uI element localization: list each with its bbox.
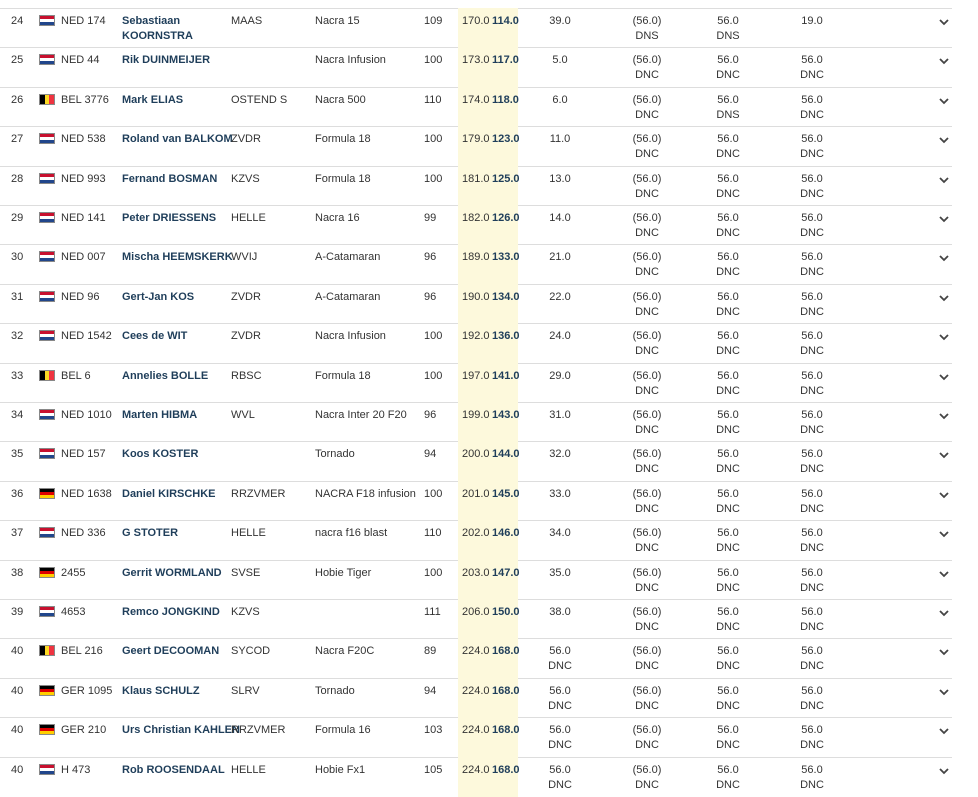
club: RBSC <box>231 369 262 382</box>
helm-name[interactable]: Daniel KIRSCHKE <box>122 487 216 500</box>
total-points: 182.0 <box>462 212 490 224</box>
chevron-down-icon[interactable] <box>938 214 950 224</box>
race-1-score: 29.0 <box>549 369 571 382</box>
race-2-score: (56.0) DNS <box>632 15 662 42</box>
chevron-down-icon[interactable] <box>938 175 950 185</box>
race-3-score: 56.0 DNC <box>716 212 740 239</box>
total-points: 202.0 <box>462 527 490 540</box>
helm-name[interactable]: Geert DECOOMAN <box>122 645 220 658</box>
race-3-score: 56.0 DNC <box>716 645 740 673</box>
boat-class: Formula 16 <box>315 724 371 737</box>
club: OSTEND S <box>231 93 288 106</box>
rank: 40 <box>11 645 24 658</box>
sail-number: NED 157 <box>61 448 106 461</box>
club: KZVS <box>231 172 260 185</box>
helm-name[interactable]: Koos KOSTER <box>122 448 199 461</box>
table-row[interactable] <box>0 166 952 206</box>
race-3-score: 56.0 DNC <box>716 566 740 594</box>
race-3-score: 56.0 DNC <box>716 172 740 200</box>
race-4-score: 56.0 DNC <box>800 645 824 673</box>
helm-name[interactable]: Sebastiaan KOORNSTRA <box>122 15 193 42</box>
rating: 100 <box>424 54 443 67</box>
club: ZVDR <box>231 290 261 303</box>
nett-points: 168.0 <box>492 645 520 658</box>
race-4-score: 56.0 DNC <box>800 133 824 161</box>
race-1-score: 38.0 <box>549 606 571 618</box>
rating: 110 <box>424 93 442 106</box>
race-4-score: 56.0 DNC <box>800 684 824 712</box>
total-points: 170.0 <box>462 15 490 27</box>
total-points: 224.0 <box>462 763 490 776</box>
rank: 32 <box>11 330 24 343</box>
country-flag-icon <box>39 606 55 617</box>
chevron-down-icon[interactable] <box>938 726 950 736</box>
boat-class: Nacra F20C <box>315 645 375 658</box>
race-2-score: (56.0) DNC <box>632 409 662 436</box>
race-1-score: 39.0 <box>549 15 571 27</box>
helm-name[interactable]: Annelies BOLLE <box>122 369 209 382</box>
table-row[interactable] <box>0 441 952 481</box>
sail-number: NED 174 <box>61 15 106 27</box>
boat-class: NACRA F18 infusion <box>315 487 416 500</box>
sail-number: NED 993 <box>61 172 106 185</box>
race-3-score: 56.0 DNC <box>716 290 740 318</box>
race-4-score: 56.0 DNC <box>800 93 824 121</box>
race-3-score: 56.0 DNC <box>716 763 740 791</box>
boat-class: Formula 18 <box>315 133 371 146</box>
chevron-down-icon[interactable] <box>938 569 950 579</box>
chevron-down-icon[interactable] <box>938 450 950 460</box>
club: RRZVMER <box>231 487 286 500</box>
race-2-score: (56.0) DNC <box>632 487 662 515</box>
rating: 96 <box>424 409 437 421</box>
rank: 37 <box>11 527 24 540</box>
club: SVSE <box>231 566 261 579</box>
helm-name[interactable]: Marten HIBMA <box>122 409 198 421</box>
sail-number: H 473 <box>61 763 91 776</box>
helm-name[interactable]: Rob ROOSENDAAL <box>122 763 225 776</box>
table-row[interactable] <box>0 244 952 284</box>
race-4-score: 56.0 DNC <box>800 369 824 397</box>
nett-points: 168.0 <box>492 763 520 776</box>
chevron-down-icon[interactable] <box>938 687 950 697</box>
sail-number: NED 1638 <box>61 487 112 500</box>
boat-class: A-Catamaran <box>315 290 381 303</box>
country-flag-icon <box>39 527 55 538</box>
boat-class: Hobie Tiger <box>315 566 372 579</box>
rating: 100 <box>424 566 443 579</box>
nett-points: 143.0 <box>492 409 520 421</box>
race-2-score: (56.0) DNC <box>632 606 662 633</box>
helm-name[interactable]: Cees de WIT <box>122 330 188 343</box>
race-3-score: 56.0 DNC <box>716 527 740 555</box>
nett-points: 136.0 <box>492 330 520 343</box>
country-flag-icon <box>39 448 55 459</box>
rank: 25 <box>11 54 24 67</box>
race-1-score: 5.0 <box>552 54 568 67</box>
country-flag-icon <box>39 291 55 302</box>
sail-number: NED 1542 <box>61 330 112 343</box>
chevron-down-icon[interactable] <box>938 135 950 145</box>
table-row[interactable] <box>0 599 952 639</box>
total-points: 174.0 <box>462 93 490 106</box>
table-row[interactable] <box>0 284 952 324</box>
race-3-score: 56.0 DNC <box>716 448 740 476</box>
race-2-score: (56.0) DNC <box>632 645 662 673</box>
race-2-score: (56.0) DNC <box>632 133 662 161</box>
race-1-score: 33.0 <box>549 487 571 500</box>
table-row[interactable] <box>0 757 952 797</box>
rating: 89 <box>424 645 437 658</box>
race-3-score: 56.0 DNC <box>716 369 740 397</box>
table-row[interactable] <box>0 363 952 403</box>
boat-class: Tornado <box>315 448 355 461</box>
total-points: 200.0 <box>462 448 490 461</box>
total-points: 206.0 <box>462 606 490 618</box>
rank: 38 <box>11 566 24 579</box>
rank: 36 <box>11 487 24 500</box>
table-row[interactable] <box>0 126 952 166</box>
race-1-score: 35.0 <box>549 566 571 579</box>
race-3-score: 56.0 DNC <box>716 330 740 358</box>
race-4-score: 56.0 DNC <box>800 251 824 279</box>
nett-points: 150.0 <box>492 606 520 618</box>
boat-class: Formula 18 <box>315 172 371 185</box>
chevron-down-icon[interactable] <box>938 372 950 382</box>
race-3-score: 56.0 DNC <box>716 251 740 279</box>
sail-number: BEL 216 <box>61 645 103 658</box>
table-row[interactable] <box>0 678 952 718</box>
sail-number: GER 210 <box>61 724 107 737</box>
total-points: 190.0 <box>462 290 490 303</box>
table-row[interactable] <box>0 638 952 678</box>
rating: 105 <box>424 763 443 776</box>
rank: 40 <box>11 684 24 697</box>
race-4-score: 56.0 DNC <box>800 763 824 791</box>
boat-class: Nacra 500 <box>315 93 366 106</box>
race-1-score: 21.0 <box>549 251 571 264</box>
table-row[interactable] <box>0 402 952 442</box>
club: SYCOD <box>231 645 271 658</box>
sail-number: NED 1010 <box>61 409 112 421</box>
boat-class: Nacra Inter 20 F20 <box>315 409 407 421</box>
rating: 100 <box>424 172 443 185</box>
chevron-down-icon[interactable] <box>938 332 950 342</box>
race-1-score: 22.0 <box>549 290 571 303</box>
race-1-score: 56.0 DNC <box>548 763 572 791</box>
race-3-score: 56.0 DNC <box>716 606 740 633</box>
club: ZVDR <box>231 133 261 146</box>
rank: 30 <box>11 251 24 264</box>
total-points: 224.0 <box>462 645 490 658</box>
chevron-down-icon[interactable] <box>938 529 950 539</box>
boat-class: Nacra 15 <box>315 15 360 27</box>
race-2-score: (56.0) DNC <box>632 330 662 358</box>
nett-points: 144.0 <box>492 448 520 461</box>
rating: 111 <box>424 606 441 618</box>
boat-class: Nacra Infusion <box>315 330 386 343</box>
total-points: 203.0 <box>462 566 490 579</box>
country-flag-icon <box>39 94 55 105</box>
race-3-score: 56.0 DNS <box>716 93 740 121</box>
helm-name[interactable]: Fernand BOSMAN <box>122 172 218 185</box>
race-3-score: 56.0 DNC <box>716 684 740 712</box>
race-1-score: 56.0 DNC <box>548 724 572 752</box>
nett-points: 134.0 <box>492 290 520 303</box>
boat-class: A-Catamaran <box>315 251 381 264</box>
total-points: 173.0 <box>462 54 490 67</box>
table-row[interactable] <box>0 520 952 560</box>
helm-name[interactable]: Mark ELIAS <box>122 93 184 106</box>
nett-points: 126.0 <box>492 212 520 224</box>
race-4-score: 56.0 DNC <box>800 409 824 436</box>
chevron-down-icon[interactable] <box>938 17 950 27</box>
table-row[interactable] <box>0 717 952 757</box>
boat-class: Formula 18 <box>315 369 371 382</box>
nett-points: 114.0 <box>492 15 519 27</box>
chevron-down-icon[interactable] <box>938 490 950 500</box>
race-4-score: 56.0 DNC <box>800 212 824 239</box>
race-3-score: 56.0 DNC <box>716 487 740 515</box>
helm-name[interactable]: Peter DRIESSENS <box>122 212 217 224</box>
table-row[interactable] <box>0 481 952 521</box>
sail-number: BEL 6 <box>61 369 91 382</box>
race-2-score: (56.0) DNC <box>632 684 662 712</box>
helm-name[interactable]: Urs Christian KAHLEN <box>122 724 240 737</box>
race-2-score: (56.0) DNC <box>632 54 662 82</box>
club: WVL <box>231 409 255 421</box>
nett-points: 141.0 <box>492 369 520 382</box>
total-points: 197.0 <box>462 369 490 382</box>
race-3-score: 56.0 DNC <box>716 724 740 752</box>
race-2-score: (56.0) DNC <box>632 448 662 476</box>
country-flag-icon <box>39 370 55 381</box>
country-flag-icon <box>39 330 55 341</box>
country-flag-icon <box>39 54 55 65</box>
rank: 27 <box>11 133 24 146</box>
country-flag-icon <box>39 15 55 26</box>
race-2-score: (56.0) DNC <box>632 369 662 397</box>
race-2-score: (56.0) DNC <box>632 724 662 752</box>
club: HELLE <box>231 527 266 540</box>
race-4-score: 56.0 DNC <box>800 527 824 555</box>
rank: 33 <box>11 369 24 382</box>
rank: 39 <box>11 606 24 618</box>
helm-name[interactable]: Gert-Jan KOS <box>122 290 195 303</box>
race-1-score: 13.0 <box>549 172 571 185</box>
sail-number: BEL 3776 <box>61 93 109 106</box>
boat-class: nacra f16 blast <box>315 527 388 540</box>
rating: 100 <box>424 487 443 500</box>
country-flag-icon <box>39 645 55 656</box>
helm-name[interactable]: Roland van BALKOM <box>122 133 233 146</box>
race-2-score: (56.0) DNC <box>632 527 662 555</box>
rank: 24 <box>11 15 24 27</box>
rating: 100 <box>424 133 443 146</box>
rank: 31 <box>11 290 24 303</box>
race-1-score: 24.0 <box>549 330 571 343</box>
nett-points: 147.0 <box>492 566 520 579</box>
chevron-down-icon[interactable] <box>938 253 950 263</box>
sail-number: NED 007 <box>61 251 106 264</box>
nett-points: 123.0 <box>492 133 520 146</box>
helm-name[interactable]: Rik DUINMEIJER <box>122 54 211 67</box>
race-3-score: 56.0 DNC <box>716 409 740 436</box>
country-flag-icon <box>39 173 55 184</box>
club: SLRV <box>231 684 260 697</box>
nett-points: 133.0 <box>492 251 520 264</box>
helm-name[interactable]: G STOTER <box>122 527 179 540</box>
race-4-score: 56.0 DNC <box>800 290 824 318</box>
nett-points: 145.0 <box>492 487 520 500</box>
sail-number: NED 44 <box>61 54 100 67</box>
boat-class: Nacra 16 <box>315 212 360 224</box>
race-1-score: 56.0 DNC <box>548 684 572 712</box>
club: KZVS <box>231 606 260 618</box>
chevron-down-icon[interactable] <box>938 608 950 618</box>
boat-class: Tornado <box>315 684 355 697</box>
race-1-score: 14.0 <box>549 212 571 224</box>
helm-name[interactable]: Mischa HEEMSKERK <box>122 251 233 264</box>
rating: 100 <box>424 369 443 382</box>
table-row[interactable] <box>0 323 952 363</box>
race-1-score: 31.0 <box>549 409 571 421</box>
nett-points: 125.0 <box>492 172 520 185</box>
country-flag-icon <box>39 212 55 223</box>
rating: 96 <box>424 290 437 303</box>
helm-name[interactable]: Remco JONGKIND <box>122 606 220 618</box>
race-3-score: 56.0 DNC <box>716 133 740 161</box>
race-2-score: (56.0) DNC <box>632 566 662 594</box>
chevron-down-icon[interactable] <box>938 293 950 303</box>
table-row[interactable] <box>0 560 952 600</box>
race-1-score: 32.0 <box>549 448 571 461</box>
club: RRZVMER <box>231 724 286 737</box>
rating: 103 <box>424 724 443 737</box>
country-flag-icon <box>39 488 55 499</box>
race-4-score: 19.0 <box>801 15 823 27</box>
rating: 100 <box>424 330 443 343</box>
rating: 96 <box>424 251 437 264</box>
race-4-score: 56.0 DNC <box>800 54 824 82</box>
race-3-score: 56.0 DNC <box>716 54 740 82</box>
table-row[interactable] <box>0 47 952 87</box>
chevron-down-icon[interactable] <box>938 411 950 421</box>
rating: 110 <box>424 527 442 540</box>
sail-number: 2455 <box>61 566 86 579</box>
chevron-down-icon[interactable] <box>938 766 950 776</box>
sail-number: GER 1095 <box>61 684 113 697</box>
club: MAAS <box>231 15 263 27</box>
race-4-score: 56.0 DNC <box>800 606 824 633</box>
race-4-score: 56.0 DNC <box>800 724 824 752</box>
rating: 109 <box>424 15 443 27</box>
total-points: 224.0 <box>462 684 490 697</box>
chevron-down-icon[interactable] <box>938 56 950 66</box>
country-flag-icon <box>39 764 55 775</box>
race-4-score: 56.0 DNC <box>800 172 824 200</box>
total-points: 192.0 <box>462 330 490 343</box>
boat-class: Hobie Fx1 <box>315 763 366 776</box>
sail-number: NED 336 <box>61 527 106 540</box>
club: HELLE <box>231 763 266 776</box>
race-2-score: (56.0) DNC <box>632 212 662 239</box>
race-2-score: (56.0) DNC <box>632 172 662 200</box>
boat-class: Nacra Infusion <box>315 54 386 67</box>
country-flag-icon <box>39 409 55 420</box>
rank: 28 <box>11 172 24 185</box>
sail-number: 4653 <box>61 606 86 618</box>
rank: 26 <box>11 93 24 106</box>
rating: 94 <box>424 684 437 697</box>
rank: 40 <box>11 763 24 776</box>
country-flag-icon <box>39 685 55 696</box>
rank: 40 <box>11 724 24 737</box>
rank: 35 <box>11 448 24 461</box>
race-2-score: (56.0) DNC <box>632 251 662 279</box>
country-flag-icon <box>39 251 55 262</box>
total-points: 179.0 <box>462 133 490 146</box>
race-4-score: 56.0 DNC <box>800 330 824 358</box>
race-4-score: 56.0 DNC <box>800 566 824 594</box>
country-flag-icon <box>39 724 55 735</box>
race-2-score: (56.0) DNC <box>632 763 662 791</box>
race-4-score: 56.0 DNC <box>800 448 824 476</box>
chevron-down-icon[interactable] <box>938 647 950 657</box>
club: WVIJ <box>231 251 258 264</box>
rating: 99 <box>424 212 437 224</box>
total-points: 199.0 <box>462 409 490 421</box>
race-1-score: 56.0 DNC <box>548 645 572 673</box>
helm-name[interactable]: Klaus SCHULZ <box>122 684 200 697</box>
club: ZVDR <box>231 330 261 343</box>
race-1-score: 34.0 <box>549 527 571 540</box>
total-points: 189.0 <box>462 251 490 264</box>
race-3-score: 56.0 DNS <box>716 15 740 42</box>
rank: 29 <box>11 212 24 224</box>
total-points: 181.0 <box>462 172 490 185</box>
sail-number: NED 96 <box>61 290 100 303</box>
table-row[interactable] <box>0 205 952 245</box>
nett-points: 118.0 <box>492 93 519 106</box>
nett-points: 168.0 <box>492 724 520 737</box>
table-row[interactable] <box>0 87 952 127</box>
club: HELLE <box>231 212 266 224</box>
race-2-score: (56.0) DNC <box>632 290 662 318</box>
race-2-score: (56.0) DNC <box>632 93 662 121</box>
rank: 34 <box>11 409 24 421</box>
sail-number: NED 141 <box>61 212 106 224</box>
rating: 94 <box>424 448 437 461</box>
nett-points: 146.0 <box>492 527 520 540</box>
race-4-score: 56.0 DNC <box>800 487 824 515</box>
country-flag-icon <box>39 567 55 578</box>
table-row[interactable] <box>0 8 952 48</box>
total-points: 224.0 <box>462 724 490 737</box>
race-1-score: 11.0 <box>549 133 571 146</box>
helm-name[interactable]: Gerrit WORMLAND <box>122 566 222 579</box>
country-flag-icon <box>39 133 55 144</box>
race-1-score: 6.0 <box>552 93 568 106</box>
sail-number: NED 538 <box>61 133 106 146</box>
total-points: 201.0 <box>462 487 490 500</box>
nett-points: 168.0 <box>492 684 520 697</box>
chevron-down-icon[interactable] <box>938 96 950 106</box>
nett-points: 117.0 <box>492 54 519 67</box>
